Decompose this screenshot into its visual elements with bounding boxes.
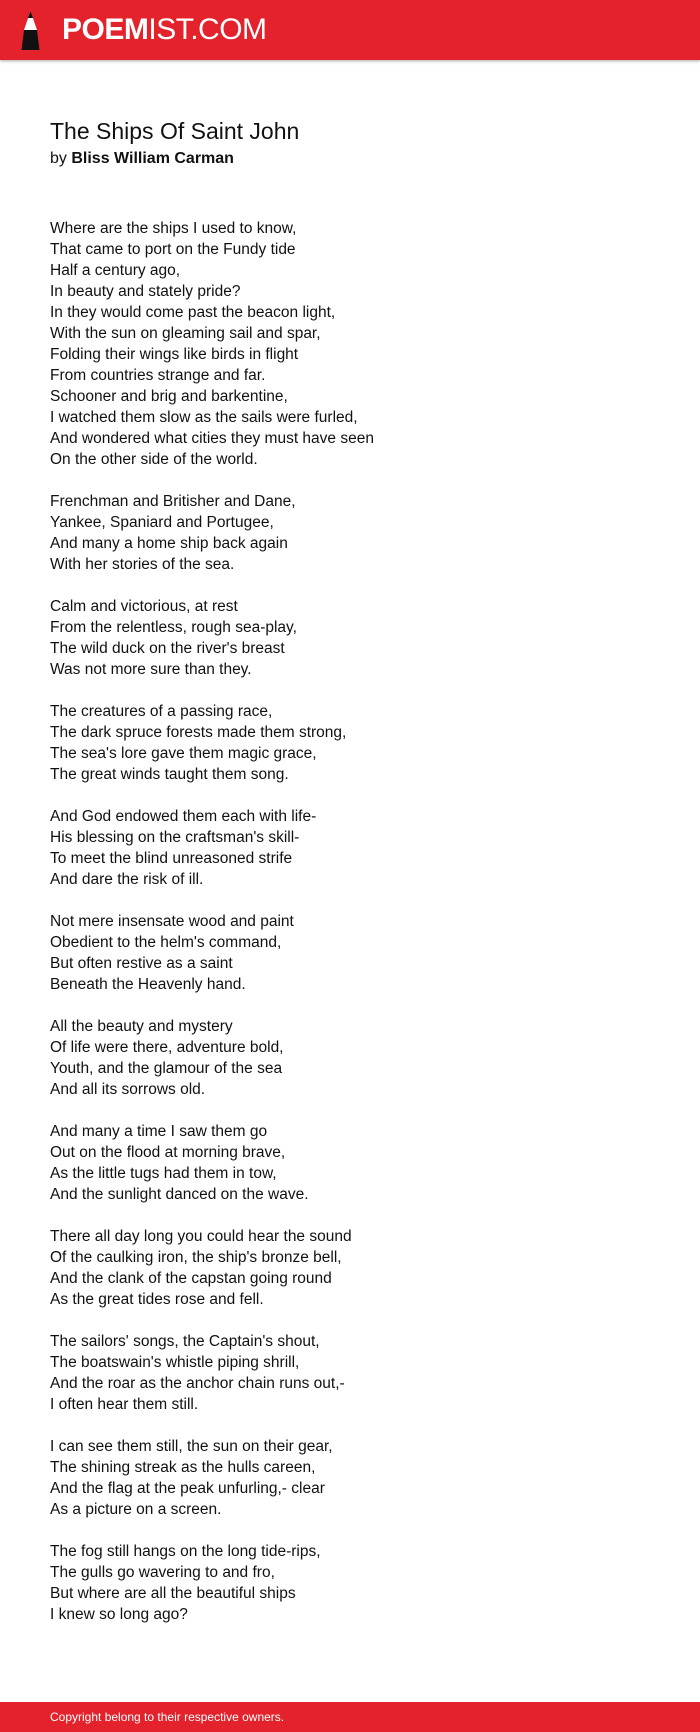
site-footer bbox=[0, 1702, 700, 1732]
poem-line: To meet the blind unreasoned strife bbox=[50, 850, 293, 867]
poem-line: The great winds taught them song. bbox=[50, 766, 289, 783]
poem-stanza bbox=[50, 1226, 670, 1310]
byline bbox=[50, 147, 234, 171]
poem-line: From countries strange and far. bbox=[50, 367, 266, 384]
poem-line: The wild duck on the river's breast bbox=[50, 640, 285, 657]
poem-line: And the flag at the peak unfurling,- clear bbox=[50, 1480, 325, 1497]
poem-line: The gulls go wavering to and fro, bbox=[50, 1564, 275, 1581]
poem-line: Calm and victorious, at rest bbox=[50, 598, 238, 615]
poem-line: With her stories of the sea. bbox=[50, 556, 235, 573]
poem-stanza bbox=[50, 218, 670, 470]
poem-line: I watched them slow as the sails were furled, bbox=[50, 409, 358, 426]
poem-line: The sea's lore gave them magic grace, bbox=[50, 745, 317, 762]
poem-line: I often hear them still. bbox=[50, 1396, 199, 1413]
logo-text-light: IST.COM bbox=[148, 13, 267, 46]
poem-line: The fog still hangs on the long tide-rips, bbox=[50, 1543, 321, 1560]
poem-line: And the roar as the anchor chain runs out,- bbox=[50, 1375, 345, 1392]
poem-line: But often restive as a saint bbox=[50, 955, 233, 972]
poem-stanza bbox=[50, 806, 670, 890]
poem-line: And the sunlight danced on the wave. bbox=[50, 1186, 309, 1203]
poem-line: Where are the ships I used to know, bbox=[50, 220, 297, 237]
poem-line: And the clank of the capstan going round bbox=[50, 1270, 332, 1287]
poem-line: The creatures of a passing race, bbox=[50, 703, 273, 720]
site-header bbox=[0, 0, 700, 60]
poem-line: In beauty and stately pride? bbox=[50, 283, 241, 300]
poem-line: There all day long you could hear the sound bbox=[50, 1228, 352, 1245]
poem-line: But where are all the beautiful ships bbox=[50, 1585, 296, 1602]
poem-stanza bbox=[50, 1541, 670, 1625]
poem-line: I knew so long ago? bbox=[50, 1606, 188, 1623]
poem-line: The shining streak as the hulls careen, bbox=[50, 1459, 316, 1476]
poem-line: From the relentless, rough sea-play, bbox=[50, 619, 297, 636]
poem-line: As a picture on a screen. bbox=[50, 1501, 222, 1518]
logo-text-bold: POEM bbox=[62, 13, 149, 46]
poem-line: And dare the risk of ill. bbox=[50, 871, 204, 888]
author-name: Bliss William Carman bbox=[71, 150, 234, 167]
poem-line: Obedient to the helm's command, bbox=[50, 934, 282, 951]
poem-line: All the beauty and mystery bbox=[50, 1018, 233, 1035]
poem-line: The sailors' songs, the Captain's shout, bbox=[50, 1333, 320, 1350]
poem-stanza bbox=[50, 1121, 670, 1205]
copyright-text: Copyright belong to their respective owners. bbox=[50, 1710, 285, 1724]
poem-line: The boatswain's whistle piping shrill, bbox=[50, 1354, 300, 1371]
poem-line: Half a century ago, bbox=[50, 262, 181, 279]
poem-line: And many a time I saw them go bbox=[50, 1123, 268, 1140]
poem-body bbox=[50, 218, 670, 1646]
poem-title: The Ships Of Saint John bbox=[50, 118, 300, 144]
site-logo[interactable] bbox=[62, 12, 267, 48]
poem-line: His blessing on the craftsman's skill- bbox=[50, 829, 300, 846]
poem-stanza bbox=[50, 701, 670, 785]
poem-line: And God endowed them each with life- bbox=[50, 808, 317, 825]
poem-line: In they would come past the beacon light, bbox=[50, 304, 336, 321]
poem-stanza bbox=[50, 1436, 670, 1520]
poem-line: And many a home ship back again bbox=[50, 535, 288, 552]
poem-line: Was not more sure than they. bbox=[50, 661, 252, 678]
poem-line: Of the caulking iron, the ship's bronze bell, bbox=[50, 1249, 342, 1266]
poem-line: Beneath the Heavenly hand. bbox=[50, 976, 246, 993]
poem-line: And wondered what cities they must have seen bbox=[50, 430, 374, 447]
poem-line: I can see them still, the sun on their gear, bbox=[50, 1438, 333, 1455]
poem-line: And all its sorrows old. bbox=[50, 1081, 206, 1098]
by-label: by bbox=[50, 150, 67, 167]
poem-line: Yankee, Spaniard and Portugee, bbox=[50, 514, 274, 531]
poem-line: That came to port on the Fundy tide bbox=[50, 241, 296, 258]
pencil-tip-icon[interactable] bbox=[18, 10, 43, 51]
poem-line: Schooner and brig and barkentine, bbox=[50, 388, 288, 405]
poem-stanza bbox=[50, 491, 670, 575]
poem-line: As the little tugs had them in tow, bbox=[50, 1165, 277, 1182]
poem-line: Of life were there, adventure bold, bbox=[50, 1039, 284, 1056]
poem-stanza bbox=[50, 1331, 670, 1415]
poem-line: The dark spruce forests made them strong, bbox=[50, 724, 347, 741]
poem-line: Frenchman and Britisher and Dane, bbox=[50, 493, 296, 510]
poem-line: On the other side of the world. bbox=[50, 451, 258, 468]
poem-line: Not mere insensate wood and paint bbox=[50, 913, 294, 930]
poem-line: With the sun on gleaming sail and spar, bbox=[50, 325, 321, 342]
poem-stanza bbox=[50, 596, 670, 680]
poem-stanza bbox=[50, 1016, 670, 1100]
poem-line: Folding their wings like birds in flight bbox=[50, 346, 299, 363]
poem-line: Youth, and the glamour of the sea bbox=[50, 1060, 283, 1077]
poem-line: Out on the flood at morning brave, bbox=[50, 1144, 286, 1161]
poem-line: As the great tides rose and fell. bbox=[50, 1291, 264, 1308]
poem-stanza bbox=[50, 911, 670, 995]
